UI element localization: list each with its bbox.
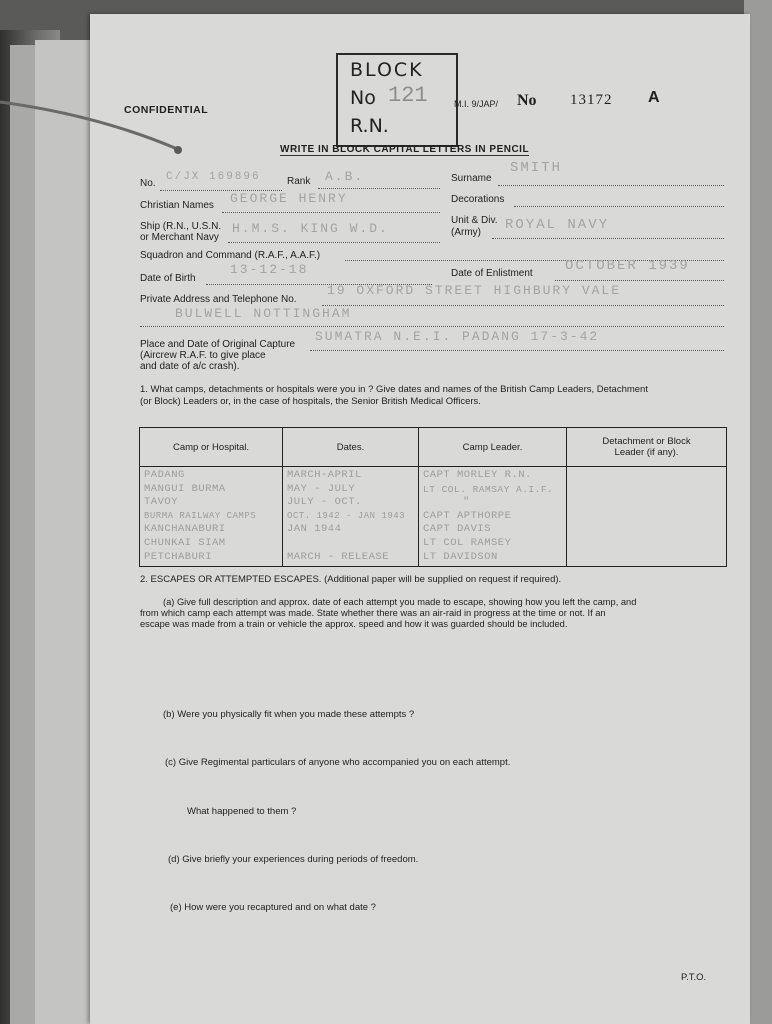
no-label: No. [140,178,156,189]
camp-entry: TAVOY [144,496,179,509]
leaders-cell [419,467,567,567]
block-stamp [336,53,458,147]
capture-value: SUMATRA N.E.I. PADANG 17-3-42 [315,329,600,344]
rank-value: A.B. [325,169,365,184]
table-row [140,467,727,567]
dates-cell [283,467,419,567]
stamp-line-1: BLOCK [350,59,424,81]
camp-entry: KANCHANABURI [144,523,226,536]
date-entry: OCT. 1942 - JAN 1943 [287,510,406,521]
binding-string [0,90,200,170]
enlistment-label: Date of Enlistment [451,268,533,279]
q2-a-3: escape was made from a train or vehicle the approx. speed and how it was guarded should be included. [140,619,568,629]
q2-e: (e) How were you recaptured and on what date ? [170,902,376,913]
q2-title: 2. ESCAPES OR ATTEMPTED ESCAPES. (Additional paper will be supplied on request if required). [140,574,562,585]
q1-text: 1. What camps, detachments or hospitals were you in ? Give dates and names of the British Camp Leaders, Detachment [140,384,648,395]
unit-value: ROYAL NAVY [505,217,610,233]
camp-entry: MANGUI BURMA [144,482,226,495]
stamp-line-3: R.N. [350,115,389,137]
q2-a: (a) Give full description and approx. date of each attempt you made to escape, showing how you left the camp, and [163,597,637,607]
address-label: Private Address and Telephone No. [140,294,297,305]
address-value-1: 19 OXFORD STREET HIGHBURY VALE [327,283,622,298]
surname-label: Surname [451,173,492,184]
header-leader: Camp Leader. [419,428,567,467]
document-number: 13172 [570,92,613,108]
surname-value: SMITH [510,160,563,176]
camp-entry: CHUNKAI SIAM [144,536,226,549]
q2-b: (b) Were you physically fit when you made these attempts ? [163,709,415,720]
ship-value: H.M.S. KING W.D. [232,221,389,236]
leader-entry: CAPT MORLEY R.N. [423,469,532,481]
detachment-cell [567,467,727,567]
capture-label-2: (Aircrew R.A.F. to give place [140,350,266,361]
q2-c: (c) Give Regimental particulars of anyone who accompanied you on each attempt. [165,757,511,768]
date-entry: MARCH-APRIL [287,469,362,481]
q2-c-followup: What happened to them ? [187,806,297,817]
leader-entry: CAPT DAVIS [423,523,492,536]
date-entry: MAY - JULY [287,482,356,495]
squadron-label: Squadron and Command (R.A.F., A.A.F.) [140,250,321,261]
header-detachment: Detachment or Block Leader (if any). [567,428,727,467]
camp-entry: PETCHABURI [144,550,213,563]
enlistment-value: OCTOBER 1939 [565,258,690,274]
camp-entry: BURMA RAILWAY CAMPS [144,510,257,521]
header-camp: Camp or Hospital. [140,428,283,467]
reference-code: M.I. 9/JAP/ [454,99,499,109]
date-entry: MARCH - RELEASE [287,550,390,563]
q1-text-2: (or Block) Leaders or, in the case of hospitals, the Senior British Medical Officers. [140,396,481,407]
capture-label: Place and Date of Original Capture [140,339,296,350]
pto-label: P.T.O. [681,972,707,983]
ship-label-2: or Merchant Navy [140,232,219,243]
camps-table [139,427,727,567]
unit-label-2: (Army) [451,227,481,238]
unit-label: Unit & Div. [451,215,498,226]
header-dates: Dates. [283,428,419,467]
christian-names-value: GEORGE HENRY [230,191,348,206]
capture-label-3: and date of a/c crash). [140,361,240,372]
leader-entry: LT COL. RAMSAY A.I.F. [423,483,554,495]
camps-cell [140,467,283,567]
leader-entry: LT DAVIDSON [423,550,498,563]
leader-entry: " [463,496,470,509]
number-label: No [517,92,537,109]
q2-d: (d) Give briefly your experiences during periods of freedom. [168,854,419,865]
camp-entry: PADANG [144,469,185,481]
rank-label: Rank [287,176,311,187]
christian-names-label: Christian Names [140,200,214,211]
address-value-2: BULWELL NOTTINGHAM [175,306,352,321]
date-entry: JULY - OCT. [287,496,362,509]
ship-label: Ship (R.N., U.S.N. [140,221,222,232]
leader-entry: LT COL RAMSEY [423,536,512,549]
confidential-label: CONFIDENTIAL [124,104,209,116]
dob-label: Date of Birth [140,273,196,284]
stamp-number: 121 [388,83,428,108]
table-header-row [140,428,727,467]
pencil-instruction: WRITE IN BLOCK CAPITAL LETTERS IN PENCIL [280,144,530,155]
document-suffix: A [648,89,660,106]
q2-a-2: from which camp each attempt was made. State whether there was an air-raid in progress at the time or not. If an [140,608,606,618]
decorations-label: Decorations [451,194,505,205]
date-entry: JAN 1944 [287,523,342,536]
leader-entry: CAPT APTHORPE [423,509,512,522]
no-value: C/JX 169896 [166,171,261,183]
date-entry [287,537,414,551]
dob-value: 13-12-18 [230,262,309,277]
stamp-line-2: No [350,87,376,109]
